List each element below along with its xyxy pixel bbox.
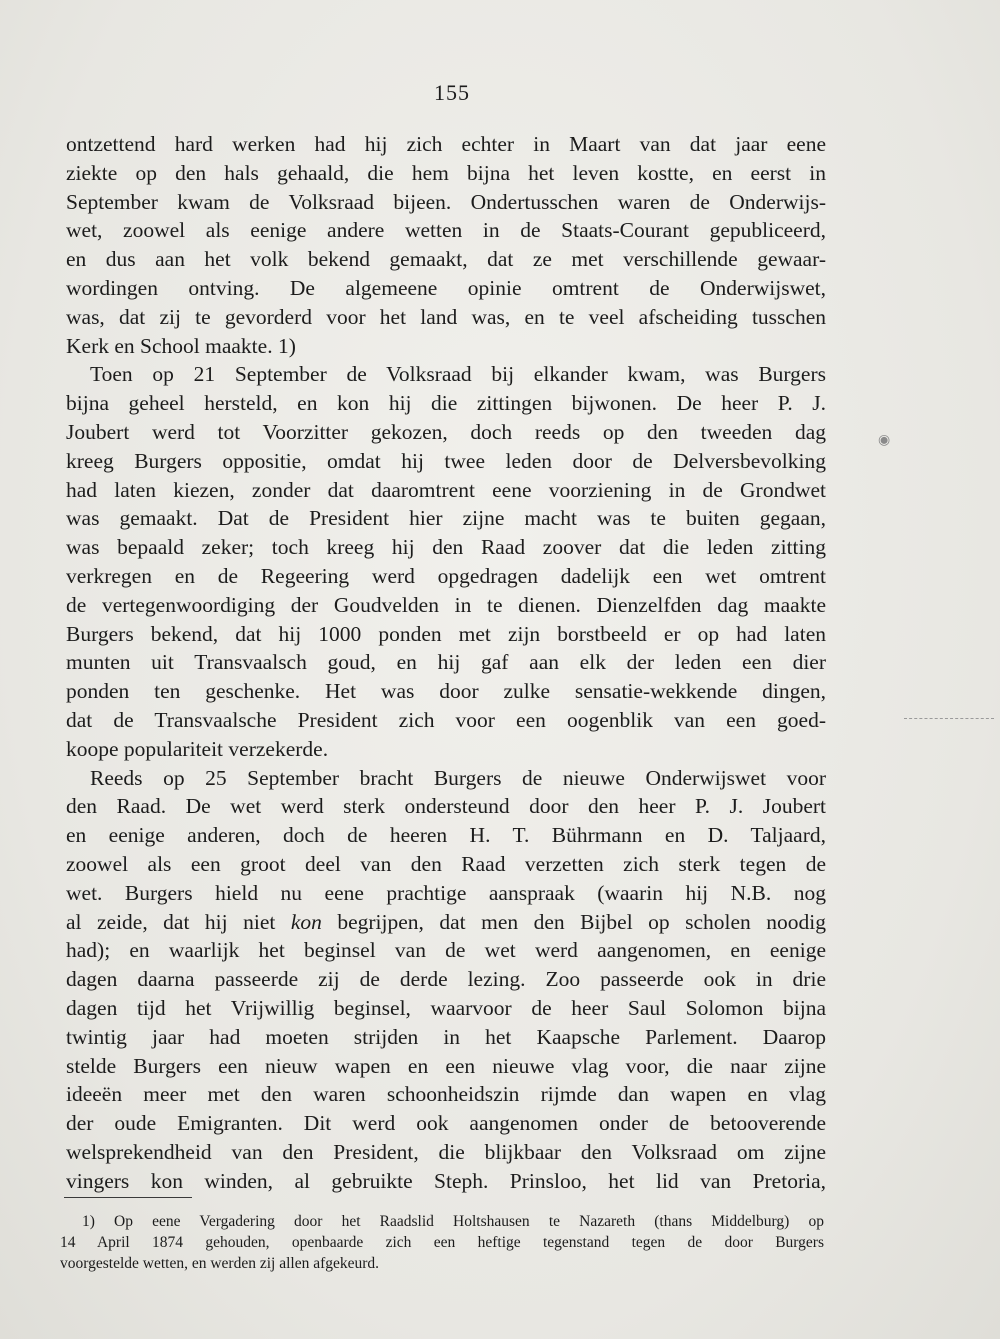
page-number: 155 <box>434 80 470 105</box>
text-line: koope populariteit verzekerde. <box>66 736 329 761</box>
footnote-line: 14 April 1874 gehouden, openbaarde zich een heftige tegenstand tegen de door Burgers <box>60 1234 824 1251</box>
text-line: verkregen en de Regeering werd opgedragen dadelijk een wet omtrent <box>66 563 826 588</box>
text-line: de vertegenwoordiging der Goudvelden in te dienen. Dienzelfden dag maakte <box>66 592 826 617</box>
text-line: Joubert werd tot Voorzitter gekozen, doch reeds op den tweeden dag <box>66 419 826 444</box>
text-line: ponden ten geschenke. Het was door zulke sensatie-wekkende dingen, <box>66 679 826 704</box>
text-line: vingers kon winden, al gebruikte Steph. Prinsloo, het lid van Pretoria, <box>66 1168 826 1193</box>
body-text <box>66 130 826 1195</box>
text-line: munten uit Transvaalsch goud, en hij gaf aan elk der leden een dier <box>66 650 826 675</box>
text-line: stelde Burgers een nieuw wapen en een nieuwe vlag voor, die naar zijne <box>66 1053 826 1078</box>
footnote-line: 1) Op eene Vergadering door het Raadslid Holtshausen te Nazareth (thans Middelburg) op <box>82 1213 824 1230</box>
text-line: en eenige anderen, doch de heeren H. T. Bührmann en D. Taljaard, <box>66 823 826 848</box>
footnote-divider <box>64 1197 192 1198</box>
text-line: bijna geheel hersteld, en kon hij die zittingen bijwonen. De heer P. J. <box>66 391 826 416</box>
text-line: Burgers bekend, dat hij 1000 ponden met zijn borstbeeld er op had laten <box>66 621 826 646</box>
text-line: en dus aan het volk bekend gemaakt, dat ze met verschillende gewaar- <box>66 247 826 272</box>
text-line: ziekte op den hals gehaald, die hem bijna het leven kostte, en eerst in <box>66 160 826 185</box>
text-line: Toen op 21 September de Volksraad bij elkander kwam, was Burgers <box>90 362 826 387</box>
text-line: al zeide, dat hij niet kon begrijpen, dat men den Bijbel op scholen noodig <box>66 909 826 934</box>
text-line: was, dat zij te gevorderd voor het land was, en te veel afscheiding tusschen <box>66 304 826 329</box>
text-line: September kwam de Volksraad bijeen. Ondertusschen waren de Onderwijs- <box>66 189 826 214</box>
text-line: ontzettend hard werken had hij zich echter in Maart van dat jaar eene <box>66 132 826 156</box>
text-line: ideeën meer met den waren schoonheidszin rijmde dan wapen en vlag <box>66 1082 826 1107</box>
margin-mark-icon: ◉ <box>878 433 891 448</box>
text-line: had); en waarlijk het beginsel van de wet werd aangenomen, en eenige <box>66 938 826 963</box>
text-line: welsprekendheid van den President, die blijkbaar den Volksraad om zijne <box>66 1139 826 1164</box>
text-line: was gemaakt. Dat de President hier zijne macht was te buiten gegaan, <box>66 506 826 531</box>
text-line: den Raad. De wet werd sterk ondersteund door den heer P. J. Joubert <box>66 794 826 819</box>
text-line: had laten kiezen, zonder dat daaromtrent eene voorziening in de Grondwet <box>66 477 826 502</box>
text-line: was bepaald zeker; toch kreeg hij den Raad zoover dat die leden zitting <box>66 535 826 560</box>
text-line: der oude Emigranten. Dit werd ook aangenomen onder de betooverende <box>66 1111 826 1136</box>
text-line: wordingen ontving. De algemeene opinie omtrent de Onderwijswet, <box>66 275 826 300</box>
footnotes <box>60 1211 824 1274</box>
text-line: dagen tijd het Vrijwillig beginsel, waarvoor de heer Saul Solomon bijna <box>66 995 826 1020</box>
text-line: zoowel als een groot deel van den Raad verzetten zich sterk tegen de <box>66 851 826 876</box>
text-line: dat de Transvaalsche President zich voor een oogenblik van een goed- <box>66 707 826 732</box>
text-line: wet, zoowel als eenige andere wetten in de Staats-Courant gepubliceerd, <box>66 218 826 243</box>
text-line: Reeds op 25 September bracht Burgers de nieuwe Onderwijswet voor <box>90 765 826 790</box>
footnote-line: voorgestelde wetten, en werden zij allen afgekeurd. <box>60 1255 380 1272</box>
margin-dash-mark <box>904 718 994 719</box>
text-line: kreeg Burgers oppositie, omdat hij twee leden door de Delversbevolking <box>66 448 826 473</box>
text-line: wet. Burgers hield nu eene prachtige aanspraak (waarin hij N.B. nog <box>66 880 826 905</box>
text-line: Kerk en School maakte. 1) <box>66 333 296 358</box>
text-line: twintig jaar had moeten strijden in het Kaapsche Parlement. Daarop <box>66 1024 826 1049</box>
text-line: dagen daarna passeerde zij de derde lezing. Zoo passeerde ook in drie <box>66 967 826 992</box>
